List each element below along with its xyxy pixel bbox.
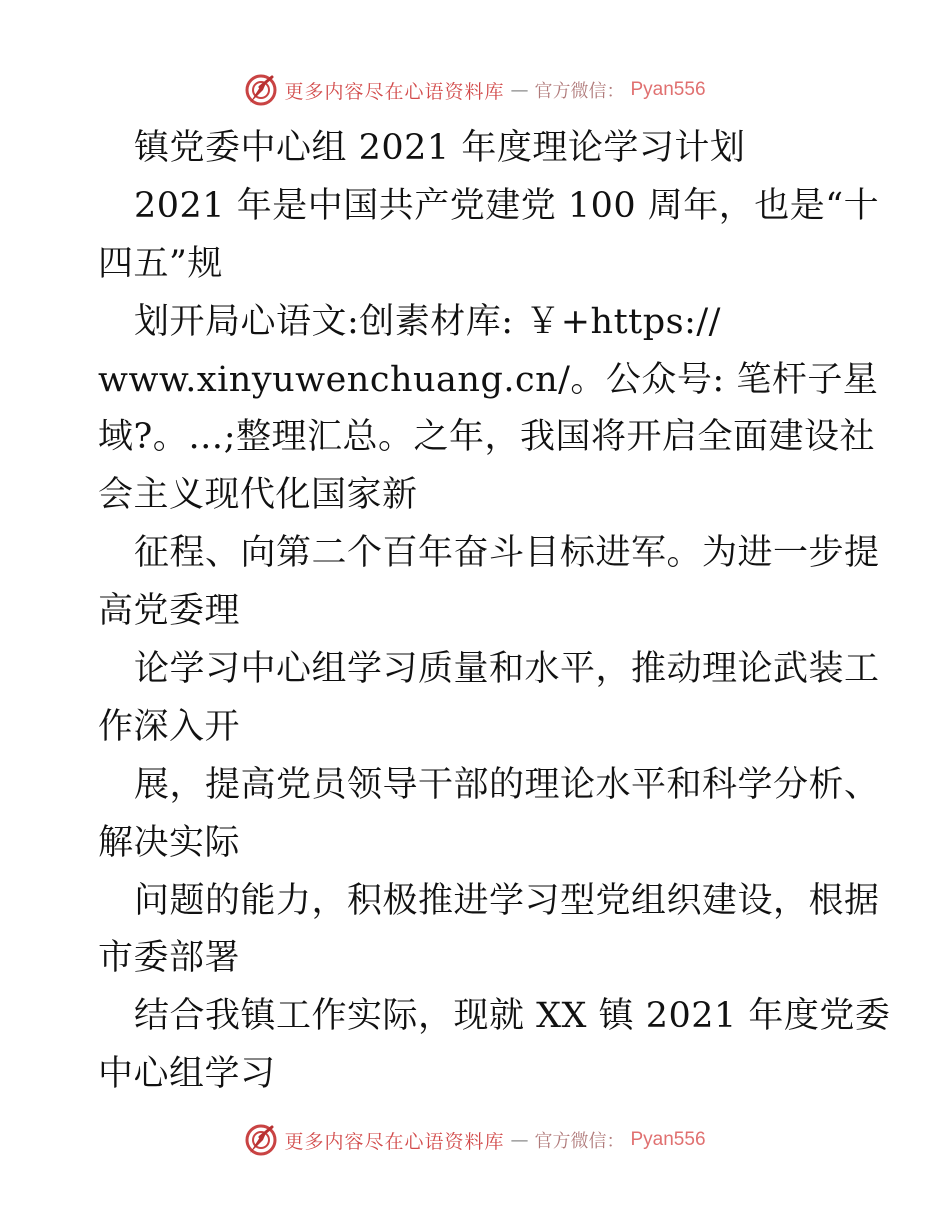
banner-text: 更多内容尽在心语资料库 [284,80,505,103]
banner-text: 更多内容尽在心语资料库 [284,1130,505,1153]
text-line: 域?。…;整理汇总。之年，我国将开启全面建设社 [98,417,876,458]
text-line: 会主义现代化国家新 [98,475,418,516]
text-line: 中心组学习 [98,1054,276,1095]
text-line: 作深入开 [98,706,241,747]
text-line: 市委部署 [98,938,241,979]
document-title: 镇党委中心组 2021 年度理论学习计划 [134,128,746,168]
pen-logo-icon [244,1123,278,1157]
text-line: www.xinyuwenchuang.cn/。公众号: 笔杆子星 [98,359,879,400]
text-line: 2021 年是中国共产党建党 100 周年，也是“十 [134,185,880,226]
banner-wechat-label: 官方微信： [534,81,625,102]
text-line: 结合我镇工作实际，现就 XX 镇 2021 年度党委 [134,996,891,1037]
text-line: 展，提高党员领导干部的理论水平和科学分析、 [134,764,880,805]
text-line: 划开局心语文:创素材库: ￥+https:// [134,301,721,342]
text-line: 解决实际 [98,822,241,863]
text-line: 论学习中心组学习质量和水平，推动理论武装工 [134,649,880,690]
banner-separator: — [510,1129,529,1151]
banner-wechat-id: Pyan556 [630,1129,706,1150]
text-line: 征程、向第二个百年奋斗目标进军。为进一步提 [134,533,880,574]
header-banner [0,72,950,108]
pen-logo-icon [244,73,278,107]
text-line: 高党委理 [98,591,241,632]
banner-separator: — [510,79,529,101]
footer-banner [0,1122,950,1158]
text-line: 问题的能力，积极推进学习型党组织建设，根据 [134,880,880,921]
banner-wechat-label: 官方微信： [534,1131,625,1152]
text-line: 四五”规 [98,243,223,284]
document-body [98,120,891,1104]
banner-wechat-id: Pyan556 [630,79,706,100]
